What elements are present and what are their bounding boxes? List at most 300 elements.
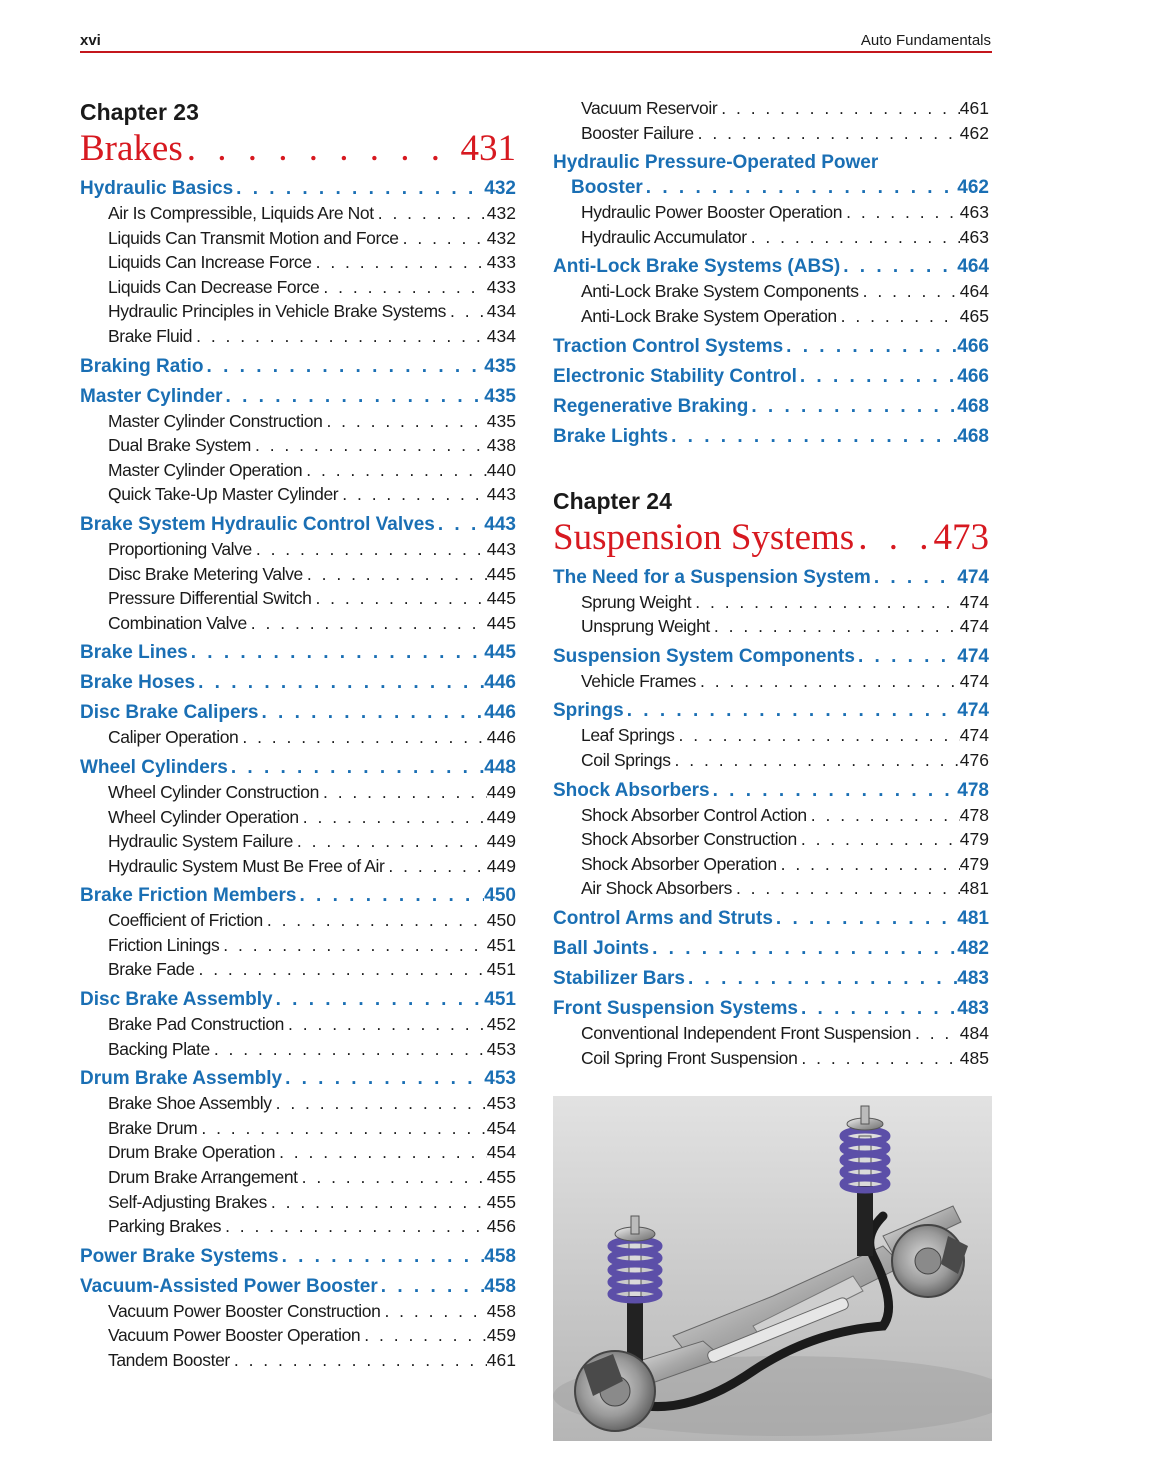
- toc-section-entry[interactable]: [553, 396, 989, 421]
- entry-title: Front Suspension Systems: [553, 997, 798, 1019]
- entry-title: Coefficient of Friction: [108, 910, 263, 931]
- entry-page-number: 481: [959, 878, 989, 899]
- dot-leader: [854, 515, 933, 561]
- entry-title: Braking Ratio: [80, 355, 204, 377]
- entry-title: Conventional Independent Front Suspension: [581, 1022, 911, 1043]
- entry-title: Hydraulic Pressure-Operated Power: [553, 152, 879, 174]
- dot-leader: [871, 567, 957, 589]
- dot-leader: [691, 592, 960, 613]
- toc-subsection-entry[interactable]: [553, 878, 989, 903]
- entry-title: Vacuum-Assisted Power Booster: [80, 1275, 378, 1297]
- dot-leader: [311, 588, 486, 609]
- dot-leader: [267, 1192, 487, 1213]
- entry-page-number: 464: [959, 281, 989, 302]
- entry-page-number: 468: [957, 425, 989, 447]
- dot-leader: [674, 725, 959, 746]
- toc-subsection-entry[interactable]: [553, 829, 989, 854]
- entry-page-number: 478: [957, 779, 989, 801]
- entry-title: Control Arms and Struts: [553, 907, 773, 929]
- entry-title: Unsprung Weight: [581, 616, 710, 637]
- dot-leader: [298, 1167, 487, 1188]
- toc-subsection-entry[interactable]: [553, 306, 989, 331]
- entry-page-number: 474: [959, 670, 989, 691]
- dot-leader: [194, 959, 486, 980]
- toc-subsection-entry[interactable]: [553, 616, 989, 641]
- toc-subsection-entry[interactable]: [553, 725, 989, 750]
- entry-title: Disc Brake Calipers: [80, 702, 259, 724]
- dot-leader: [783, 336, 957, 358]
- entry-title: Self-Adjusting Brakes: [108, 1191, 267, 1212]
- toc-section-entry[interactable]: [553, 908, 989, 933]
- dot-leader: [643, 177, 958, 199]
- toc-subsection-entry[interactable]: [80, 727, 516, 752]
- toc-subsection-entry[interactable]: [553, 805, 989, 830]
- dot-leader: [798, 998, 957, 1020]
- entry-page-number: 446: [484, 672, 516, 694]
- entry-title: Pressure Differential Switch: [108, 588, 312, 609]
- dot-leader: [671, 750, 960, 771]
- toc-subsection-entry[interactable]: [80, 1014, 516, 1039]
- entry-title: Brake System Hydraulic Control Valves: [80, 513, 435, 535]
- entry-page-number: 434: [486, 301, 516, 322]
- entry-page-number: 474: [957, 700, 989, 722]
- dot-leader: [192, 326, 487, 347]
- dot-leader: [399, 228, 487, 249]
- entry-page-number: 453: [484, 1068, 516, 1090]
- dot-leader: [378, 1276, 485, 1298]
- toc-subsection-entry[interactable]: [553, 1048, 989, 1073]
- toc-subsection-entry[interactable]: [80, 228, 516, 253]
- dot-leader: [233, 178, 484, 200]
- entry-page-number: 445: [486, 612, 516, 633]
- dot-leader: [230, 1350, 487, 1371]
- dot-leader: [911, 1023, 960, 1044]
- entry-page-number: 446: [484, 702, 516, 724]
- entry-title: Power Brake Systems: [80, 1245, 279, 1267]
- toc-subsection-entry[interactable]: [80, 460, 516, 485]
- entry-page-number: 449: [486, 831, 516, 852]
- entry-title: Air Is Compressible, Liquids Are Not: [108, 203, 374, 223]
- dot-leader: [296, 885, 484, 907]
- entry-title: Shock Absorber Operation: [581, 853, 777, 874]
- chapter-title-text: Suspension Systems: [553, 516, 855, 558]
- dot-leader: [807, 805, 960, 826]
- chapter-title-text: Brakes: [80, 128, 183, 169]
- entry-page-number: 455: [486, 1191, 516, 1212]
- dot-leader: [840, 256, 957, 278]
- dot-leader: [837, 306, 960, 327]
- front-suspension-illustration: [553, 1096, 992, 1441]
- entry-title: Master Cylinder Construction: [108, 410, 323, 431]
- entry-title: Brake Fade: [108, 959, 195, 980]
- dot-leader: [374, 203, 487, 224]
- toc-subsection-entry[interactable]: [80, 1216, 516, 1241]
- dot-leader: [282, 1068, 484, 1090]
- entry-title: Hydraulic Power Booster Operation: [581, 202, 843, 223]
- entry-page-number: 474: [959, 725, 989, 746]
- toc-subsection-entry[interactable]: [80, 252, 516, 277]
- entry-page-number: 478: [959, 804, 989, 825]
- toc-section-entry[interactable]: [553, 152, 989, 177]
- dot-leader: [312, 252, 487, 273]
- entry-title: Drum Brake Operation: [108, 1142, 276, 1163]
- dot-leader: [446, 301, 487, 322]
- entry-page-number: 483: [957, 997, 989, 1019]
- dot-leader: [797, 1048, 959, 1069]
- toc-subsection-entry[interactable]: [80, 831, 516, 856]
- toc-subsection-entry[interactable]: [80, 1142, 516, 1167]
- dot-leader: [773, 908, 957, 930]
- toc-subsection-entry[interactable]: [80, 1350, 516, 1375]
- toc-subsection-entry[interactable]: [80, 588, 516, 613]
- dot-leader: [204, 356, 485, 378]
- entry-title: Hydraulic Basics: [80, 178, 234, 199]
- toc-section-entry[interactable]: [80, 672, 516, 697]
- entry-page-number: 481: [957, 907, 989, 929]
- entry-title: Brake Drum: [108, 1117, 198, 1138]
- entry-page-number: 433: [486, 252, 516, 273]
- entry-page-number: 462: [959, 122, 989, 143]
- entry-title: The Need for a Suspension System: [553, 566, 871, 588]
- chapter-title[interactable]: [80, 126, 516, 172]
- entry-page-number: 453: [486, 1038, 516, 1059]
- dot-leader: [710, 780, 958, 802]
- entry-title: Brake Lines: [80, 642, 188, 664]
- entry-title: Shock Absorber Control Action: [581, 804, 807, 825]
- entry-page-number: 474: [959, 616, 989, 637]
- entry-title: Leaf Springs: [581, 725, 675, 746]
- toc-subsection-entry[interactable]: [80, 935, 516, 960]
- entry-title: Liquids Can Transmit Motion and Force: [108, 227, 399, 248]
- dot-leader: [302, 460, 487, 481]
- chapter-title[interactable]: [553, 515, 989, 561]
- entry-title: Brake Lights: [553, 425, 669, 447]
- header-rule: [80, 51, 992, 53]
- dot-leader: [221, 1216, 487, 1237]
- entry-page-number: 461: [959, 98, 989, 118]
- entry-title: Backing Plate: [108, 1038, 210, 1059]
- entry-title: Suspension System Components: [553, 645, 855, 667]
- toc-section-entry[interactable]: [553, 700, 989, 725]
- dot-leader: [338, 484, 487, 505]
- toc-column-right: [553, 98, 989, 1072]
- dot-leader: [293, 831, 487, 852]
- toc-subsection-entry[interactable]: [80, 959, 516, 984]
- toc-column-left: [80, 98, 516, 1375]
- dot-leader: [228, 757, 484, 779]
- entry-title: Combination Valve: [108, 612, 247, 633]
- dot-leader: [360, 1325, 487, 1346]
- entry-title: Wheel Cylinder Operation: [108, 806, 299, 827]
- toc-subsection-entry[interactable]: [80, 564, 516, 589]
- entry-page-number: 463: [959, 202, 989, 223]
- entry-page-number: 445: [486, 563, 516, 584]
- chapter-page-number: 473: [933, 516, 989, 558]
- entry-page-number: 454: [486, 1142, 516, 1163]
- entry-page-number: 464: [957, 256, 989, 278]
- entry-page-number: 450: [484, 885, 516, 907]
- entry-page-number: 432: [486, 227, 516, 248]
- entry-page-number: 482: [957, 937, 989, 959]
- entry-page-number: 485: [959, 1047, 989, 1068]
- entry-title: Parking Brakes: [108, 1216, 222, 1237]
- entry-page-number: 440: [486, 459, 516, 480]
- entry-page-number: 476: [959, 749, 989, 770]
- toc-subsection-entry[interactable]: [80, 1039, 516, 1064]
- entry-title: Booster Failure: [581, 122, 694, 143]
- dot-leader: [219, 935, 487, 956]
- toc-subsection-entry[interactable]: [80, 1118, 516, 1143]
- dot-leader: [322, 411, 486, 432]
- entry-title: Brake Hoses: [80, 672, 196, 694]
- dot-leader: [284, 1014, 487, 1035]
- entry-page-number: 435: [484, 355, 516, 377]
- entry-page-number: 466: [957, 365, 989, 387]
- entry-page-number: 479: [959, 829, 989, 850]
- toc-section-entry[interactable]: [553, 256, 989, 281]
- entry-page-number: 452: [486, 1014, 516, 1035]
- entry-title: Quick Take-Up Master Cylinder: [108, 484, 339, 505]
- toc-subsection-entry[interactable]: [80, 203, 516, 228]
- dot-leader: [319, 277, 486, 298]
- toc-subsection-entry[interactable]: [553, 123, 989, 148]
- entry-page-number: 484: [959, 1022, 989, 1043]
- entry-title: Wheel Cylinders: [80, 756, 228, 778]
- entry-page-number: 449: [486, 806, 516, 827]
- entry-title: Shock Absorber Construction: [581, 829, 797, 850]
- toc-section-entry[interactable]: [80, 1068, 516, 1093]
- dot-leader: [732, 878, 960, 899]
- dot-leader: [279, 1246, 485, 1268]
- chapter-page-number: 431: [460, 128, 516, 169]
- toc-subsection-entry[interactable]: [80, 1325, 516, 1350]
- entry-page-number: 458: [484, 1245, 516, 1267]
- toc-section-entry[interactable]: [80, 702, 516, 727]
- entry-title: Brake Friction Members: [80, 885, 297, 907]
- toc-section-entry[interactable]: [553, 567, 989, 592]
- entry-page-number: 450: [486, 910, 516, 931]
- entry-title: Disc Brake Assembly: [80, 989, 273, 1011]
- dot-leader: [272, 1093, 487, 1114]
- entry-title: Springs: [553, 700, 624, 722]
- entry-page-number: 466: [957, 335, 989, 357]
- book-title: Auto Fundamentals: [860, 32, 991, 49]
- dot-leader: [694, 123, 960, 144]
- toc-section-entry[interactable]: [80, 885, 516, 910]
- dot-leader: [188, 642, 485, 664]
- toc-subsection-entry[interactable]: [553, 592, 989, 617]
- toc-subsection-entry[interactable]: [80, 277, 516, 302]
- dot-leader: [668, 426, 957, 448]
- entry-page-number: 434: [486, 325, 516, 346]
- toc-section-entry[interactable]: [80, 642, 516, 667]
- entry-page-number: 465: [959, 305, 989, 326]
- dot-leader: [303, 564, 487, 585]
- suspension-photo: [553, 1096, 992, 1441]
- entry-title: Hydraulic Accumulator: [581, 226, 747, 247]
- toc-subsection-entry[interactable]: [80, 1167, 516, 1192]
- dot-leader: [649, 938, 957, 960]
- toc-subsection-entry[interactable]: [80, 539, 516, 564]
- toc-section-entry[interactable]: [553, 780, 989, 805]
- toc-subsection-entry[interactable]: [553, 202, 989, 227]
- toc-subsection-entry[interactable]: [80, 856, 516, 881]
- dot-leader: [435, 514, 484, 536]
- toc-subsection-entry[interactable]: [553, 281, 989, 306]
- toc-subsection-entry[interactable]: [553, 854, 989, 879]
- entry-title: Booster: [571, 177, 643, 199]
- dot-leader: [797, 366, 957, 388]
- dot-leader: [717, 98, 960, 119]
- toc-subsection-entry[interactable]: [80, 326, 516, 351]
- entry-title: Vacuum Power Booster Construction: [108, 1300, 381, 1321]
- toc-section-entry[interactable]: [553, 336, 989, 361]
- entry-page-number: 453: [486, 1093, 516, 1114]
- toc-section-entry[interactable]: [553, 366, 989, 391]
- toc-subsection-entry[interactable]: [80, 782, 516, 807]
- entry-page-number: 468: [957, 395, 989, 417]
- entry-title: Hydraulic System Failure: [108, 831, 293, 852]
- entry-title: Ball Joints: [553, 937, 650, 959]
- entry-page-number: 474: [959, 591, 989, 612]
- dot-leader: [299, 807, 487, 828]
- entry-title: Anti-Lock Brake System Operation: [581, 305, 837, 326]
- toc-section-entry[interactable]: [80, 386, 516, 411]
- entry-title: Vacuum Power Booster Operation: [108, 1325, 361, 1346]
- entry-page-number: 483: [957, 967, 989, 989]
- toc-subsection-entry[interactable]: [80, 1192, 516, 1217]
- toc-subsection-entry[interactable]: [553, 750, 989, 775]
- dot-leader: [797, 829, 960, 850]
- entry-page-number: 451: [484, 989, 516, 1011]
- entry-title: Shock Absorbers: [553, 779, 710, 801]
- entry-page-number: 432: [484, 178, 516, 199]
- dot-leader: [859, 281, 960, 302]
- entry-title: Master Cylinder: [80, 385, 223, 407]
- dot-leader: [685, 968, 957, 990]
- toc-subsection-entry[interactable]: [80, 807, 516, 832]
- toc-subsection-entry[interactable]: [80, 435, 516, 460]
- dot-leader: [183, 126, 461, 172]
- dot-leader: [380, 1301, 486, 1322]
- entry-page-number: 433: [486, 276, 516, 297]
- entry-page-number: 458: [484, 1275, 516, 1297]
- entry-page-number: 449: [486, 855, 516, 876]
- toc-section-entry[interactable]: [80, 1276, 516, 1301]
- entry-title: Coil Spring Front Suspension: [581, 1047, 798, 1068]
- entry-page-number: 454: [486, 1117, 516, 1138]
- toc-section-entry[interactable]: [80, 1246, 516, 1271]
- entry-title: Liquids Can Increase Force: [108, 252, 312, 273]
- entry-title: Tandem Booster: [108, 1350, 230, 1370]
- entry-title: Traction Control Systems: [553, 335, 784, 357]
- toc-subsection-entry[interactable]: [80, 1301, 516, 1326]
- entry-page-number: 445: [484, 642, 516, 664]
- entry-page-number: 459: [486, 1325, 516, 1346]
- toc-subsection-entry[interactable]: [80, 910, 516, 935]
- chapter-label: Chapter 23: [80, 99, 199, 125]
- entry-title: Drum Brake Arrangement: [108, 1167, 298, 1188]
- toc-section-entry[interactable]: [80, 356, 516, 381]
- dot-leader: [624, 700, 958, 722]
- entry-title: Hydraulic System Must Be Free of Air: [108, 855, 385, 876]
- dot-leader: [252, 539, 487, 560]
- entry-title: Vehicle Frames: [581, 670, 697, 691]
- toc-subsection-entry[interactable]: [80, 484, 516, 509]
- toc-section-entry[interactable]: [553, 646, 989, 671]
- dot-leader: [777, 854, 960, 875]
- entry-title: Anti-Lock Brake Systems (ABS): [553, 256, 841, 278]
- entry-title: Brake Pad Construction: [108, 1014, 285, 1035]
- entry-title: Master Cylinder Operation: [108, 459, 303, 480]
- entry-page-number: 435: [484, 385, 516, 407]
- entry-title: Hydraulic Principles in Vehicle Brake Systems: [108, 301, 446, 322]
- entry-page-number: 443: [484, 513, 516, 535]
- entry-page-number: 456: [486, 1216, 516, 1237]
- entry-page-number: 435: [486, 410, 516, 431]
- toc-subsection-entry[interactable]: [553, 227, 989, 252]
- dot-leader: [696, 671, 960, 692]
- dot-leader: [197, 1118, 486, 1139]
- entry-page-number: 445: [486, 588, 516, 609]
- entry-page-number: 449: [486, 781, 516, 802]
- toc-section-entry[interactable]: [80, 514, 516, 539]
- toc-subsection-entry[interactable]: [553, 98, 989, 123]
- entry-page-number: 458: [486, 1300, 516, 1321]
- entry-title: Caliper Operation: [108, 727, 239, 748]
- toc-subsection-entry[interactable]: [553, 671, 989, 696]
- toc-section-entry[interactable]: [553, 426, 989, 451]
- toc-section-entry[interactable]: [553, 968, 989, 993]
- entry-page-number: 451: [486, 934, 516, 955]
- dot-leader: [223, 386, 485, 408]
- entry-title: Vacuum Reservoir: [581, 98, 718, 118]
- toc-subsection-entry[interactable]: [80, 411, 516, 436]
- entry-page-number: 474: [957, 645, 989, 667]
- entry-title: Stabilizer Bars: [553, 967, 685, 989]
- dot-leader: [247, 613, 487, 634]
- entry-page-number: 432: [486, 203, 516, 223]
- dot-leader: [238, 727, 486, 748]
- entry-title: Electronic Stability Control: [553, 365, 797, 387]
- toc-section-entry[interactable]: [80, 178, 516, 203]
- entry-page-number: 443: [486, 484, 516, 505]
- entry-title: Wheel Cylinder Construction: [108, 781, 319, 802]
- toc-section-entry[interactable]: [80, 989, 516, 1014]
- toc-section-entry[interactable]: [553, 177, 989, 202]
- dot-leader: [273, 989, 485, 1011]
- entry-title: Coil Springs: [581, 749, 671, 770]
- entry-title: Sprung Weight: [581, 591, 692, 612]
- dot-leader: [384, 856, 486, 877]
- entry-title: Brake Shoe Assembly: [108, 1093, 272, 1114]
- page-number: xvi: [80, 32, 101, 49]
- toc-section-entry[interactable]: [553, 998, 989, 1023]
- entry-page-number: 461: [486, 1350, 516, 1370]
- toc-subsection-entry[interactable]: [80, 1093, 516, 1118]
- toc-section-entry[interactable]: [553, 938, 989, 963]
- dot-leader: [210, 1039, 487, 1060]
- entry-page-number: 443: [486, 538, 516, 559]
- entry-page-number: 474: [957, 566, 989, 588]
- toc-subsection-entry[interactable]: [553, 1023, 989, 1048]
- chapter-gap: [553, 451, 989, 487]
- toc-subsection-entry[interactable]: [80, 301, 516, 326]
- entry-page-number: 446: [486, 727, 516, 748]
- toc-subsection-entry[interactable]: [80, 613, 516, 638]
- toc-section-entry[interactable]: [80, 757, 516, 782]
- entry-page-number: 455: [486, 1167, 516, 1188]
